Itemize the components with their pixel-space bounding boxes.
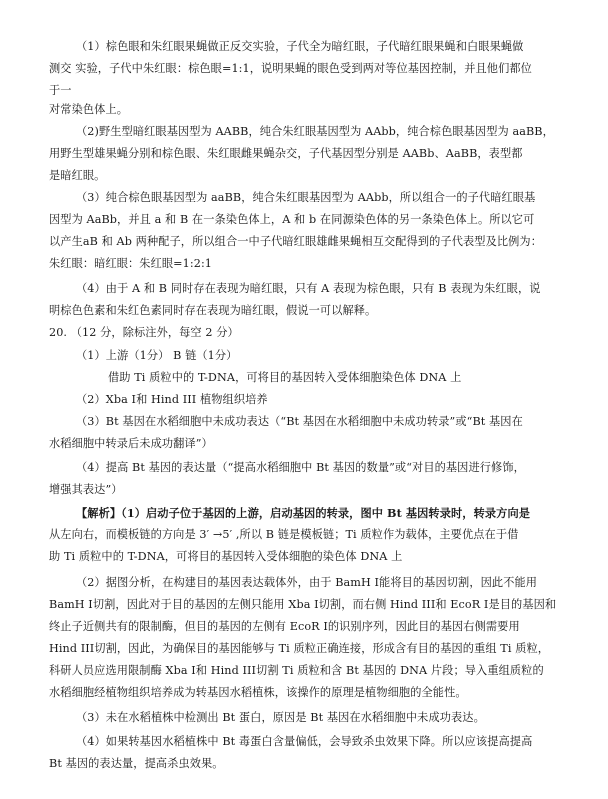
answer-line: （1）上游（1分） B 链（1分） xyxy=(76,349,238,362)
analysis-line: 水稻细胞经植物组织培养成为转基因水稻植株，该操作的原理是植物细胞的全能性。 xyxy=(49,686,467,699)
analysis-line: 终止子近侧共有的限制酶，但目的基因的左侧有 EcoR I的识别序列，因此目的基因右侧需要用 xyxy=(49,620,520,633)
text-line: 是暗红眼。 xyxy=(49,169,106,182)
analysis-line: 【解析】（1）启动子位于基因的上游，启动基因的转录，图中 Bt 基因转录时，转录方向是 xyxy=(76,506,531,520)
analysis-line: 科研人员应选用限制酶 Xba I和 Hind III切割 Ti 质粒和含 Bt 基因的 DNA 片段；导入重组质粒的 xyxy=(49,664,544,677)
question-heading: 20. （12 分，除标注外，每空 2 分） xyxy=(49,326,239,339)
text-line: （3）纯合棕色眼基因型为 aaBB，纯合朱红眼基因型为 AAbb，所以组合一的子代暗红眼基 xyxy=(76,191,536,204)
analysis-line: 从左向右，而模板链的方向是 3′ →5′ ,所以 B 链是模板链；Ti 质粒作为载体，主要优点在于借 xyxy=(49,528,519,541)
answer-line: （4）提高 Bt 基因的表达量（“提高水稻细胞中 Bt 基因的数量”或“对目的基因进行修饰， xyxy=(76,461,525,474)
answer-line: 水稻细胞中转录后未成功翻译”） xyxy=(49,437,213,450)
text-line: 测交 实验，子代中朱红眼：棕色眼=1:1，说明果蝇的眼色受到两对等位基因控制，并且他们都位 xyxy=(49,62,532,75)
text-line: （4）由于 A 和 B 同时存在表现为暗红眼，只有 A 表现为棕色眼，只有 B 表现为朱红眼，说 xyxy=(76,282,541,295)
answer-line: 借助 Ti 质粒中的 T-DNA，可将目的基因转入受体细胞染色体 DNA 上 xyxy=(108,371,462,384)
analysis-line: Hind III切割，因此，为确保目的基因能够与 Ti 质粒正确连接，形成含有目的基因的重组 Ti 质粒， xyxy=(49,642,550,655)
text-line: 对常染色体上。 xyxy=(49,103,129,116)
text-line: （1）棕色眼和朱红眼果蝇做正反交实验，子代全为暗红眼，子代暗红眼果蝇和白眼果蝇做 xyxy=(76,40,524,53)
answer-line: （3）Bt 基因在水稻细胞中未成功表达（“Bt 基因在水稻细胞中未成功转录”或“Bt 基因在 xyxy=(76,415,523,428)
analysis-line: 助 Ti 质粒中的 T-DNA，可将目的基因转入受体细胞的染色体 DNA 上 xyxy=(49,550,403,563)
text-line: 于一 xyxy=(49,84,72,97)
text-line: 以产生aB 和 Ab 两种配子，所以组合一中子代暗红眼雄雌果蝇相互交配得到的子代表型及比例为： xyxy=(49,235,543,248)
analysis-line: （3）未在水稻植株中检测出 Bt 蛋白，原因是 Bt 基因在水稻细胞中未成功表达。 xyxy=(76,711,485,724)
text-line: 因型为 AaBb，并且 a 和 B 在一条染色体上，A 和 b 在同源染色体的另一条染色体上。所以它可 xyxy=(49,213,535,226)
analysis-line: （2）据图分析，在构建目的基因表达载体外，由于 BamH I能将目的基因切割，因此不能用 xyxy=(76,576,538,589)
text-line: 用野生型雄果蝇分别和棕色眼、朱红眼雌果蝇杂交，子代基因型分别是 AABb、AaBB，表型都 xyxy=(49,147,523,160)
text-line: 明棕色色素和朱红色素同时存在表现为暗红眼，假说一可以解释。 xyxy=(49,304,377,317)
text-line: 朱红眼：暗红眼：朱红眼=1:2:1 xyxy=(49,257,213,270)
answer-line: 增强其表达”） xyxy=(49,483,123,496)
analysis-line: Bt 基因的表达量，提高杀虫效果。 xyxy=(49,757,224,770)
text-line: （2)野生型暗红眼基因型为 AABB，纯合朱红眼基因型为 AAbb，纯合棕色眼基因型为 aaBB， xyxy=(76,125,554,138)
analysis-line: （4）如果转基因水稻植株中 Bt 毒蛋白含量偏低，会导致杀虫效果下降。所以应该提高提高 xyxy=(76,735,533,748)
analysis-line: BamH I切割，因此对于目的基因的左侧只能用 Xba I切割，而右侧 Hind III和 EcoR I是目的基因和 xyxy=(49,598,557,611)
answer-line: （2）Xba I和 Hind III 植物组织培养 xyxy=(76,393,268,406)
